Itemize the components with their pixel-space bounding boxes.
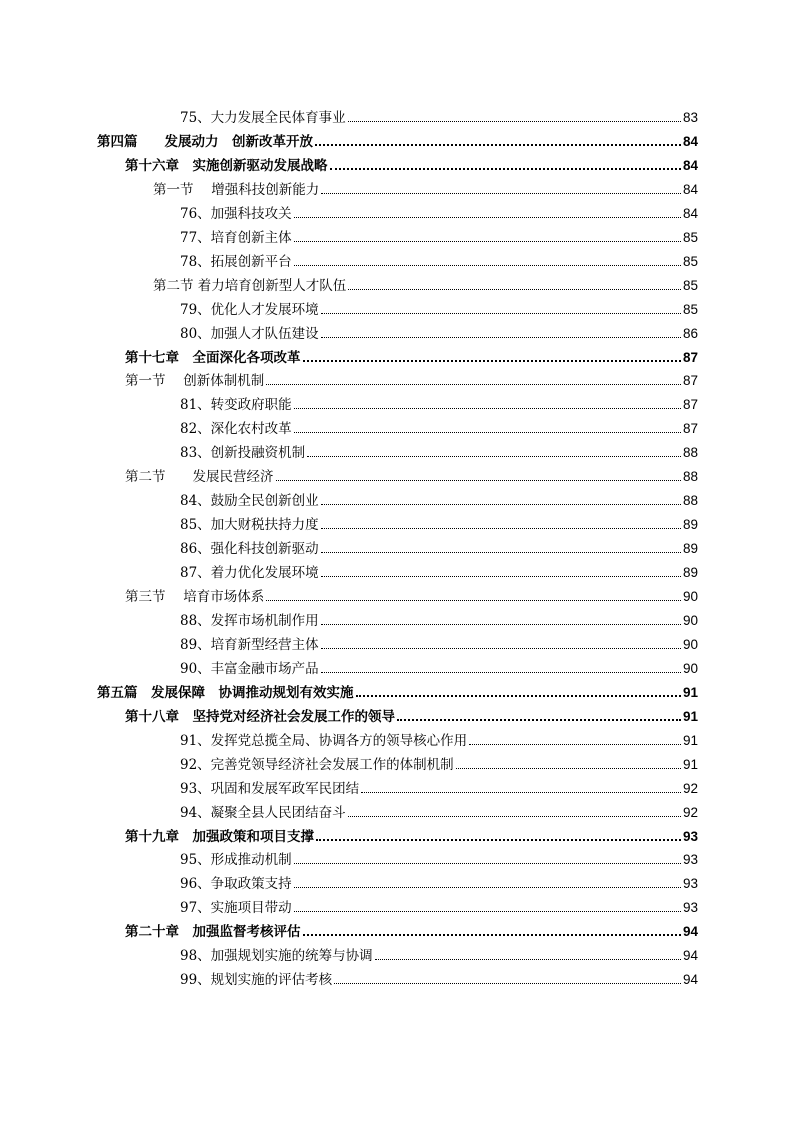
dot-leader — [321, 576, 681, 577]
toc-page-number: 89 — [682, 541, 698, 557]
toc-entry-title: 99、规划实施的评估考核 — [180, 972, 333, 989]
dot-leader — [321, 552, 681, 553]
toc-page-number: 91 — [682, 732, 698, 748]
toc-page-number: 91 — [682, 708, 698, 724]
toc-entry-title: 87、着力优化发展环境 — [180, 565, 319, 582]
toc-entry-chapter[interactable] — [125, 344, 698, 366]
toc-entry-title: 78、拓展创新平台 — [180, 253, 292, 270]
toc-entry-item[interactable] — [180, 415, 698, 437]
dot-leader — [330, 168, 681, 170]
dot-leader — [348, 121, 681, 122]
toc-entry-item[interactable] — [180, 224, 698, 246]
toc-page-number: 84 — [682, 181, 698, 197]
toc-page-number: 94 — [682, 948, 698, 964]
toc-entry-item[interactable] — [180, 751, 698, 773]
dot-leader — [321, 313, 681, 314]
dot-leader — [321, 193, 681, 194]
dot-leader — [469, 744, 681, 745]
toc-entry-title: 第十九章 加强政策和项目支撑 — [125, 828, 314, 845]
toc-entry-item[interactable] — [180, 846, 698, 868]
dot-leader — [303, 360, 681, 362]
toc-entry-item[interactable] — [180, 727, 698, 749]
toc-entry-title: 80、加强人才队伍建设 — [180, 325, 319, 342]
dot-leader — [348, 816, 681, 817]
toc-page-number: 93 — [682, 900, 698, 916]
dot-leader — [276, 480, 681, 481]
toc-entry-item[interactable] — [180, 775, 698, 797]
toc-entry-item[interactable] — [180, 535, 698, 557]
toc-page-number: 90 — [682, 660, 698, 676]
toc-entry-item[interactable] — [180, 607, 698, 629]
dot-leader — [294, 911, 681, 912]
toc-page-number: 84 — [682, 205, 698, 221]
toc-page-number: 88 — [682, 469, 698, 485]
toc-entry-title: 84、鼓励全民创新创业 — [180, 493, 319, 510]
toc-entry-title: 第五篇 发展保障 协调推动规划有效实施 — [97, 684, 354, 701]
dot-leader — [307, 456, 681, 457]
toc-entry-chapter[interactable] — [125, 152, 698, 174]
toc-entry-title: 85、加大财税扶持力度 — [180, 517, 319, 534]
dot-leader — [456, 768, 681, 769]
toc-entry-item[interactable] — [180, 487, 698, 509]
toc-entry-title: 第三节 培育市场体系 — [125, 589, 265, 605]
dot-leader — [266, 384, 681, 385]
toc-page-number: 85 — [682, 229, 698, 245]
toc-entry-title: 第二节 着力培育创新型人才队伍 — [153, 277, 347, 294]
dot-leader — [361, 792, 681, 793]
dot-leader — [294, 408, 681, 409]
toc-page-number: 92 — [682, 780, 698, 796]
dot-leader — [321, 528, 681, 529]
toc-entry-title: 第十七章 全面深化各项改革 — [125, 349, 301, 366]
toc-entry-title: 第一节 创新体制机制 — [125, 373, 265, 390]
dot-leader — [375, 959, 681, 960]
toc-entry-title: 96、争取政策支持 — [180, 876, 292, 893]
toc-page-number: 93 — [682, 828, 698, 844]
toc-entry-item[interactable] — [180, 631, 698, 653]
toc-entry-item[interactable] — [180, 439, 698, 461]
toc-entry-item[interactable] — [180, 799, 698, 821]
toc-entry-item[interactable] — [180, 559, 698, 581]
dot-leader — [294, 265, 681, 266]
toc-entry-item[interactable] — [180, 200, 698, 222]
toc-page-number: 91 — [682, 756, 698, 772]
dot-leader — [334, 983, 681, 984]
toc-page-number: 87 — [682, 397, 698, 413]
toc-page-number: 93 — [682, 852, 698, 868]
toc-page-number: 84 — [682, 157, 698, 173]
toc-page-number: 89 — [682, 565, 698, 581]
toc-entry-title: 91、发挥党总揽全局、协调各方的领导核心作用 — [180, 732, 468, 749]
dot-leader — [321, 337, 681, 338]
toc-page-number: 88 — [682, 493, 698, 509]
dot-leader — [294, 863, 681, 864]
toc-page-number: 88 — [682, 445, 698, 461]
dot-leader — [303, 934, 681, 936]
toc-page-number: 83 — [682, 110, 698, 125]
toc-entry-item[interactable] — [180, 870, 698, 892]
dot-leader — [321, 672, 681, 673]
toc-entry-title: 92、完善党领导经济社会发展工作的体制机制 — [180, 756, 454, 773]
toc-page-number: 92 — [682, 804, 698, 820]
toc-entry-title: 79、优化人才发展环境 — [180, 301, 319, 318]
toc-page-number: 90 — [682, 612, 698, 628]
toc-entry-title: 88、发挥市场机制作用 — [180, 612, 319, 629]
toc-entry-section[interactable] — [125, 463, 698, 485]
toc-page-number: 85 — [682, 277, 698, 293]
toc-entry-section[interactable] — [125, 367, 698, 389]
dot-leader — [321, 504, 681, 505]
toc-entry-item[interactable] — [180, 104, 698, 126]
toc-page-number: 94 — [682, 972, 698, 988]
toc-entry-item[interactable] — [180, 966, 698, 988]
toc-entry-title: 第一节 增强科技创新能力 — [153, 181, 320, 198]
toc-entry-item[interactable] — [180, 655, 698, 677]
toc-entry-section-indent[interactable] — [153, 176, 698, 198]
toc-entry-item[interactable] — [180, 296, 698, 318]
dot-leader — [294, 217, 681, 218]
toc-entry-title: 97、实施项目带动 — [180, 900, 292, 917]
toc-entry-title: 82、深化农村改革 — [180, 421, 292, 438]
dot-leader — [348, 289, 681, 290]
toc-page-number: 87 — [682, 349, 698, 365]
toc-page-number: 85 — [682, 301, 698, 317]
toc-entry-item[interactable] — [180, 320, 698, 342]
toc-page-number: 87 — [682, 421, 698, 437]
dot-leader — [315, 144, 681, 146]
toc-entry-item[interactable] — [180, 511, 698, 533]
dot-leader — [266, 600, 681, 601]
toc-entry-title: 第二节 发展民营经济 — [125, 469, 274, 486]
toc-entry-part[interactable] — [97, 679, 698, 701]
toc-entry-title: 76、加强科技攻关 — [180, 205, 292, 222]
toc-entry-item[interactable] — [180, 942, 698, 964]
toc-entry-title: 81、转变政府职能 — [180, 397, 292, 414]
toc-page-number: 84 — [682, 133, 698, 149]
toc-entry-title: 第十六章 实施创新驱动发展战略 — [125, 157, 328, 174]
dot-leader — [316, 839, 681, 841]
toc-entry-title: 94、凝聚全县人民团结奋斗 — [180, 804, 346, 821]
toc-page-number: 90 — [682, 636, 698, 652]
toc-entry-section-indent[interactable] — [153, 272, 698, 294]
toc-entry-title: 89、培育新型经营主体 — [180, 636, 319, 653]
toc-entry-title: 第四篇 发展动力 创新改革开放 — [97, 133, 313, 150]
toc-entry-part[interactable] — [97, 128, 698, 150]
toc-page-number: 91 — [682, 684, 698, 700]
dot-leader — [397, 719, 681, 721]
dot-leader — [294, 432, 681, 433]
toc-entry-section[interactable] — [125, 583, 698, 605]
toc-entry-item[interactable] — [180, 248, 698, 270]
dot-leader — [294, 887, 681, 888]
dot-leader — [321, 648, 681, 649]
toc-entry-title: 第二十章 加强监督考核评估 — [125, 924, 301, 941]
toc-entry-title: 90、丰富金融市场产品 — [180, 660, 319, 677]
dot-leader — [356, 695, 681, 697]
toc-entry-title: 86、强化科技创新驱动 — [180, 541, 319, 558]
toc-entry-chapter[interactable] — [125, 823, 698, 845]
toc-entry-title: 93、巩固和发展军政军民团结 — [180, 780, 360, 797]
toc-entry-item[interactable] — [180, 894, 698, 916]
toc-entry-item[interactable] — [180, 391, 698, 413]
toc-entry-title: 98、加强规划实施的统筹与协调 — [180, 948, 373, 965]
toc-entry-title: 第十八章 坚持党对经济社会发展工作的领导 — [125, 708, 395, 725]
dot-leader — [321, 624, 681, 625]
toc-entry-chapter[interactable] — [125, 703, 698, 725]
toc-page-number: 89 — [682, 517, 698, 533]
dot-leader — [294, 241, 681, 242]
toc-page-number: 87 — [682, 373, 698, 389]
toc-entry-title: 77、培育创新主体 — [180, 229, 292, 246]
toc-entry-title: 95、形成推动机制 — [180, 852, 292, 869]
toc-page-number: 85 — [682, 253, 698, 269]
toc-page-number: 86 — [682, 325, 698, 341]
toc-entry-chapter[interactable] — [125, 918, 698, 940]
toc-entry-title: 75、大力发展全民体育事业 — [180, 110, 346, 126]
toc-page-number: 94 — [682, 924, 698, 940]
toc-page-number: 93 — [682, 876, 698, 892]
toc-entry-title: 83、创新投融资机制 — [180, 445, 306, 462]
toc-page-number: 90 — [682, 589, 698, 604]
